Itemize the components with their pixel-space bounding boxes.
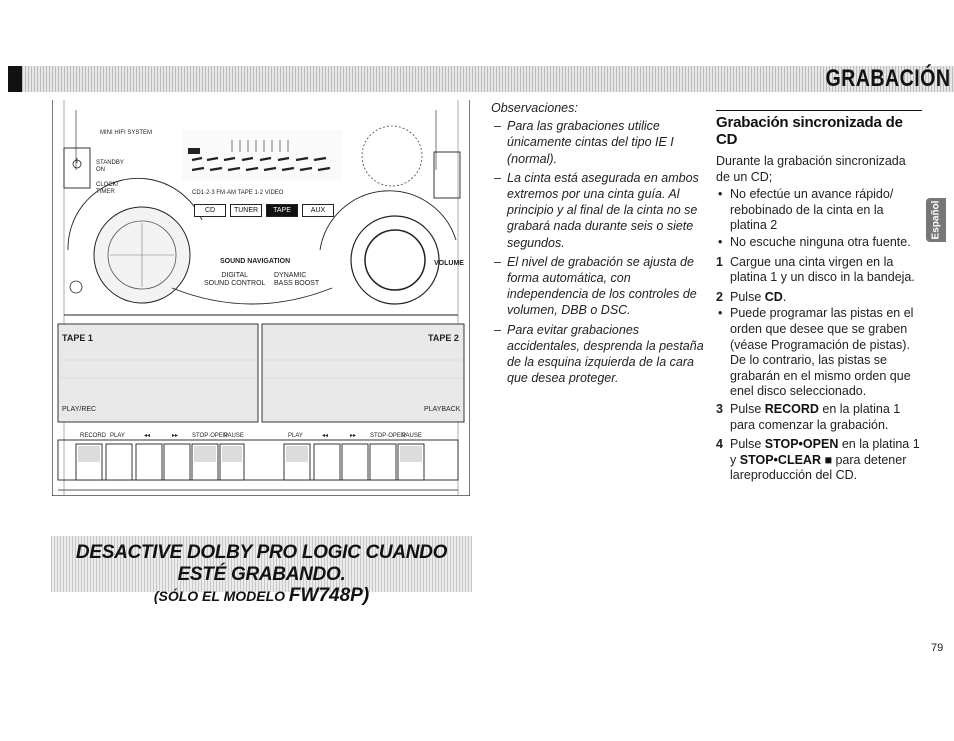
step-key: CD xyxy=(764,289,783,304)
step-text: . xyxy=(782,289,787,304)
clock-label: CLOCK/ TIMER xyxy=(96,182,119,195)
dolby-notice xyxy=(51,536,472,606)
volume-label: VOLUME xyxy=(434,260,464,267)
step-number: 4 xyxy=(716,437,723,452)
deck1-key-label: ◂◂ xyxy=(144,433,151,439)
step-text: para detener lareproducción del CD. xyxy=(730,452,907,483)
deck2-key-label: PLAY xyxy=(288,433,303,439)
list-item: – Para evitar grabaciones accidentales, desprenda la pestaña de la esquina izquierda de la cara que desea proteger. xyxy=(491,322,705,387)
standby-label: STANDBY ON xyxy=(96,160,124,173)
deck1-key-label: RECORD xyxy=(80,433,107,439)
deck2-key-label: PAUSE xyxy=(402,433,422,439)
step-3 xyxy=(716,402,922,433)
steps-list xyxy=(716,255,922,306)
cd-button[interactable]: CD xyxy=(194,204,226,217)
tape-button[interactable]: TAPE xyxy=(266,204,298,217)
section-title: Grabación sincronizada de CD xyxy=(716,110,922,148)
dolby-model-prefix: (SÓLO EL MODELO xyxy=(153,588,289,604)
deck2-key-label: ▸▸ xyxy=(350,433,357,439)
deck2-key-label: STOP·OPEN xyxy=(370,433,406,439)
aux-button[interactable]: AUX xyxy=(302,204,334,217)
deck1-key-label: PLAY xyxy=(110,433,125,439)
tape2-label: TAPE 2 xyxy=(428,333,459,343)
dolby-notice-title: DESACTIVE DOLBY PRO LOGIC CUANDO ESTÉ GRABANDO. xyxy=(75,542,448,585)
dsc-label: DIGITAL SOUND CONTROL xyxy=(204,272,266,287)
deck2-key-label: ◂◂ xyxy=(322,433,329,439)
play-rec-label: PLAY/REC xyxy=(62,406,97,413)
brand-label: MINI HIFI SYSTEM xyxy=(100,130,153,136)
list-item: – Para las grabaciones utilice únicamente cintas del tipo IE I (normal). xyxy=(491,118,705,167)
step-text: Cargue una cinta virgen en la platina 1 y un disco in la bandeja. xyxy=(730,254,915,285)
steps-list-cont xyxy=(716,402,922,484)
observations xyxy=(491,100,705,389)
page-number: 79 xyxy=(931,642,944,654)
dolby-notice-model xyxy=(51,586,472,606)
deck1-key-label: PAUSE xyxy=(224,433,244,439)
tuner-button[interactable]: TUNER xyxy=(230,204,262,217)
tape1-label: TAPE 1 xyxy=(62,333,93,343)
page-title: GRABACIÓN xyxy=(824,65,950,92)
sync-recording-section xyxy=(716,110,922,484)
step-text: Pulse xyxy=(730,401,765,416)
list-item: • No escuche ninguna otra fuente. xyxy=(716,235,922,251)
deck1-key-label: STOP·OPEN xyxy=(192,433,228,439)
playback-label: PLAYBACK xyxy=(424,406,461,413)
device-illustration xyxy=(52,100,470,496)
source-row-label: CD1·2·3 FM·AM TAPE 1·2 VIDEO xyxy=(192,190,284,196)
list-item: • Puede programar las pistas en el orden que desee que se graben (véase Programación de pistas). De lo contrario, las pistas se grabarán en el mismo orden que enel disco seleccionado. xyxy=(716,306,922,400)
step-number: 2 xyxy=(716,289,723,304)
list-item: – La cinta está asegurada en ambos extremos por una cinta guía. Al principio y al final de la cinta no se grabará nada durante seis o siete segundos. xyxy=(491,170,705,251)
language-tab-label: Español xyxy=(930,200,942,240)
deck1-key-label: ▸▸ xyxy=(172,433,179,439)
list-item: • No efectúe un avance rápido/ rebobinado de la cinta en la platina 2 xyxy=(716,187,922,234)
observations-heading: Observaciones: xyxy=(491,101,578,115)
step-key: RECORD xyxy=(764,401,819,416)
step-2 xyxy=(716,290,922,306)
step2-bullets xyxy=(716,306,922,400)
step-text: en la platina 1 para comenzar la grabación. xyxy=(730,401,901,432)
step-text: en la platina 1 y xyxy=(730,437,920,467)
language-tab xyxy=(926,198,946,242)
step-4 xyxy=(716,437,922,484)
step-text: Pulse xyxy=(730,437,765,452)
observations-list xyxy=(491,118,705,386)
dolby-model-name: FW748P) xyxy=(288,585,370,606)
step-key: STOP•OPEN xyxy=(764,437,839,452)
dbb-label: DYNAMIC BASS BOOST xyxy=(274,272,320,287)
step-number: 3 xyxy=(716,401,723,416)
step-number: 1 xyxy=(716,254,723,269)
section-intro: Durante la grabación sincronizada de un CD; xyxy=(716,154,906,184)
list-item: – El nivel de grabación se ajusta de forma automática, con independencia de los controles de volumen, DBB o DSC. xyxy=(491,254,705,319)
step-1 xyxy=(716,255,922,286)
header-band xyxy=(8,66,954,92)
step-key: STOP•CLEAR ■ xyxy=(739,452,832,467)
intro-bullets xyxy=(716,187,922,250)
sound-navigation-label: SOUND NAVIGATION xyxy=(220,258,291,265)
step-text: Pulse xyxy=(730,289,765,304)
